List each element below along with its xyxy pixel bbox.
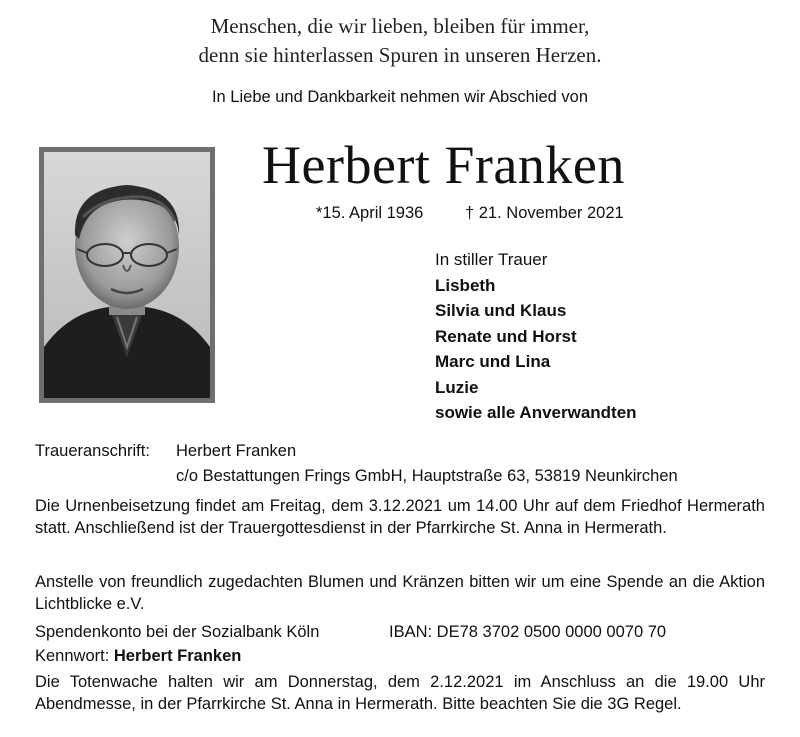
- keyword-line: [35, 647, 241, 666]
- iban: IBAN: DE78 3702 0500 0000 0070 70: [389, 623, 667, 641]
- mourner-name: Luzie: [435, 377, 479, 397]
- death-date: † 21. November 2021: [465, 204, 624, 222]
- address-label: Traueranschrift:: [35, 442, 150, 460]
- address-line-1: Herbert Franken: [176, 442, 297, 460]
- mourner-name: sowie alle Anverwandten: [435, 403, 637, 422]
- birth-date: *15. April 1936: [316, 204, 424, 222]
- funeral-paragraph: Die Urnenbeisetzung findet am Freitag, dem 3.12.2021 um 14.00 Uhr auf dem Friedhof Hermerath statt. Anschließend ist der Trauergottesdienst in der Pfarrkirche St. Anna in Hermerath.: [35, 497, 765, 537]
- deceased-name: Herbert Franken: [262, 135, 625, 195]
- mourners-block: [435, 247, 637, 426]
- mourners-heading: In stiller Trauer: [435, 250, 548, 269]
- mourner-name: Lisbeth: [435, 275, 496, 295]
- portrait-photo: [39, 147, 215, 403]
- keyword-value: Herbert Franken: [113, 647, 242, 665]
- donation-paragraph: Anstelle von freundlich zugedachten Blumen und Kränzen bitten wir um eine Spende an die Aktion Lichtblicke e.V.: [35, 573, 765, 613]
- poem-line-1: Menschen, die wir lieben, bleiben für immer,: [210, 14, 590, 38]
- keyword-label: Kennwort:: [35, 647, 110, 665]
- intro-text: In Liebe und Dankbarkeit nehmen wir Abschied von: [211, 88, 589, 106]
- mourner-name: Renate und Horst: [435, 326, 577, 346]
- mourner-name: Marc und Lina: [435, 352, 551, 371]
- portrait-image: [39, 147, 215, 403]
- address-line-2: c/o Bestattungen Frings GmbH, Hauptstraße 63, 53819 Neunkirchen: [176, 467, 678, 485]
- mourner-name: Silvia und Klaus: [435, 301, 567, 320]
- wake-paragraph: Die Totenwache halten wir am Donnerstag, dem 2.12.2021 im Anschluss an die 19.00 Uhr Abendmesse, in der Pfarrkirche St. Anna in Hermerath. Bitte beachten Sie die 3G Regel.: [35, 673, 765, 713]
- account-label: Spendenkonto bei der Sozialbank Köln: [35, 623, 320, 641]
- poem-line-2: denn sie hinterlassen Spuren in unseren Herzen.: [198, 43, 602, 67]
